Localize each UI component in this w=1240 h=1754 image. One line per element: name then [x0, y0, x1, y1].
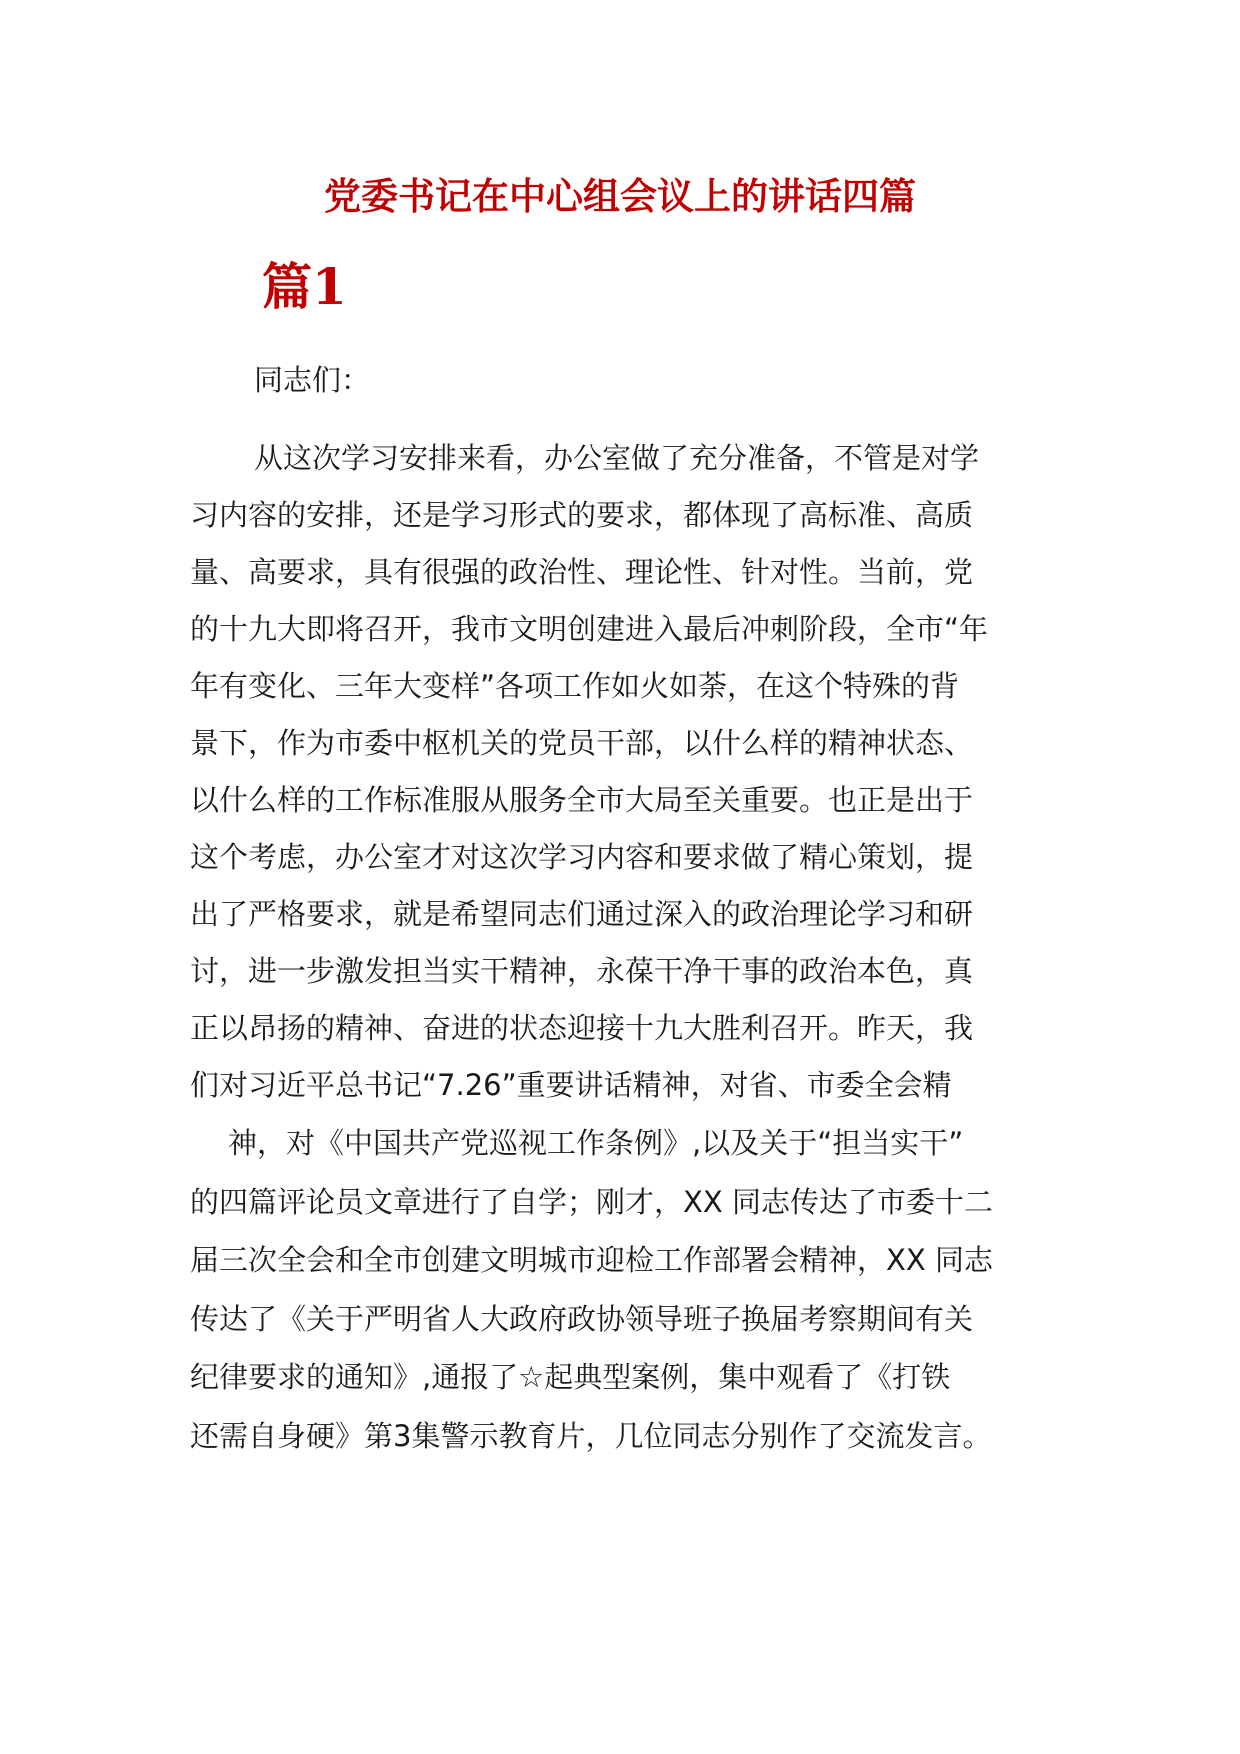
- text-line: 届三次全会和全市创建文明城市迎检工作部署会精神，XX 同志: [190, 1243, 993, 1277]
- text-line: 从这次学习安排来看，办公室做了充分准备，不管是对学: [254, 441, 980, 475]
- text-line: 景下，作为市委中枢机关的党员干部，以什么样的精神状态、: [190, 726, 974, 760]
- text-line: 习内容的安排，还是学习形式的要求，都体现了高标准、高质: [190, 498, 974, 532]
- text-line: 纪律要求的通知》,通报了☆起典型案例，集中观看了《打铁: [190, 1360, 951, 1394]
- text-line: 讨，进一步激发担当实干精神，永葆干净干事的政治本色，真: [190, 954, 974, 988]
- document-title: 党委书记在中心组会议上的讲话四篇: [324, 174, 916, 218]
- text-line: 们对习近平总书记“7.26”重要讲话精神，对省、市委全会精: [190, 1068, 952, 1102]
- text-line: 以什么样的工作标准服从服务全市大局至关重要。也正是出于: [190, 783, 974, 817]
- paragraph-1: [190, 430, 1070, 1114]
- text-line: 传达了《关于严明省人大政府政协领导班子换届考察期间有关: [190, 1301, 974, 1336]
- text-line: 正以昂扬的精神、奋进的状态迎接十九大胜利召开。昨天，我: [190, 1011, 974, 1045]
- text-line: 的十九大即将召开，我市文明创建进入最后冲刺阶段，全市“年: [190, 612, 989, 646]
- text-line: 这个考虑，办公室才对这次学习内容和要求做了精心策划，提: [190, 840, 974, 874]
- salutation: 同志们：: [254, 363, 371, 397]
- section-heading: 篇1: [262, 257, 347, 316]
- paragraph-2: [190, 1114, 1070, 1465]
- text-line: 的四篇评论员文章进行了自学；刚才，XX 同志传达了市委十二: [190, 1184, 993, 1219]
- text-line: 量、高要求，具有很强的政治性、理论性、针对性。当前，党: [190, 555, 974, 589]
- text-line: 出了严格要求，就是希望同志们通过深入的政治理论学习和研: [190, 897, 974, 931]
- text-line: 神，对《中国共产党巡视工作条例》,以及关于“担当实干”: [228, 1126, 964, 1160]
- text-line: 年有变化、三年大变样”各项工作如火如荼，在这个特殊的背: [190, 669, 960, 703]
- text-line: 还需自身硬》第3集警示教育片，几位同志分别作了交流发言。: [190, 1418, 992, 1453]
